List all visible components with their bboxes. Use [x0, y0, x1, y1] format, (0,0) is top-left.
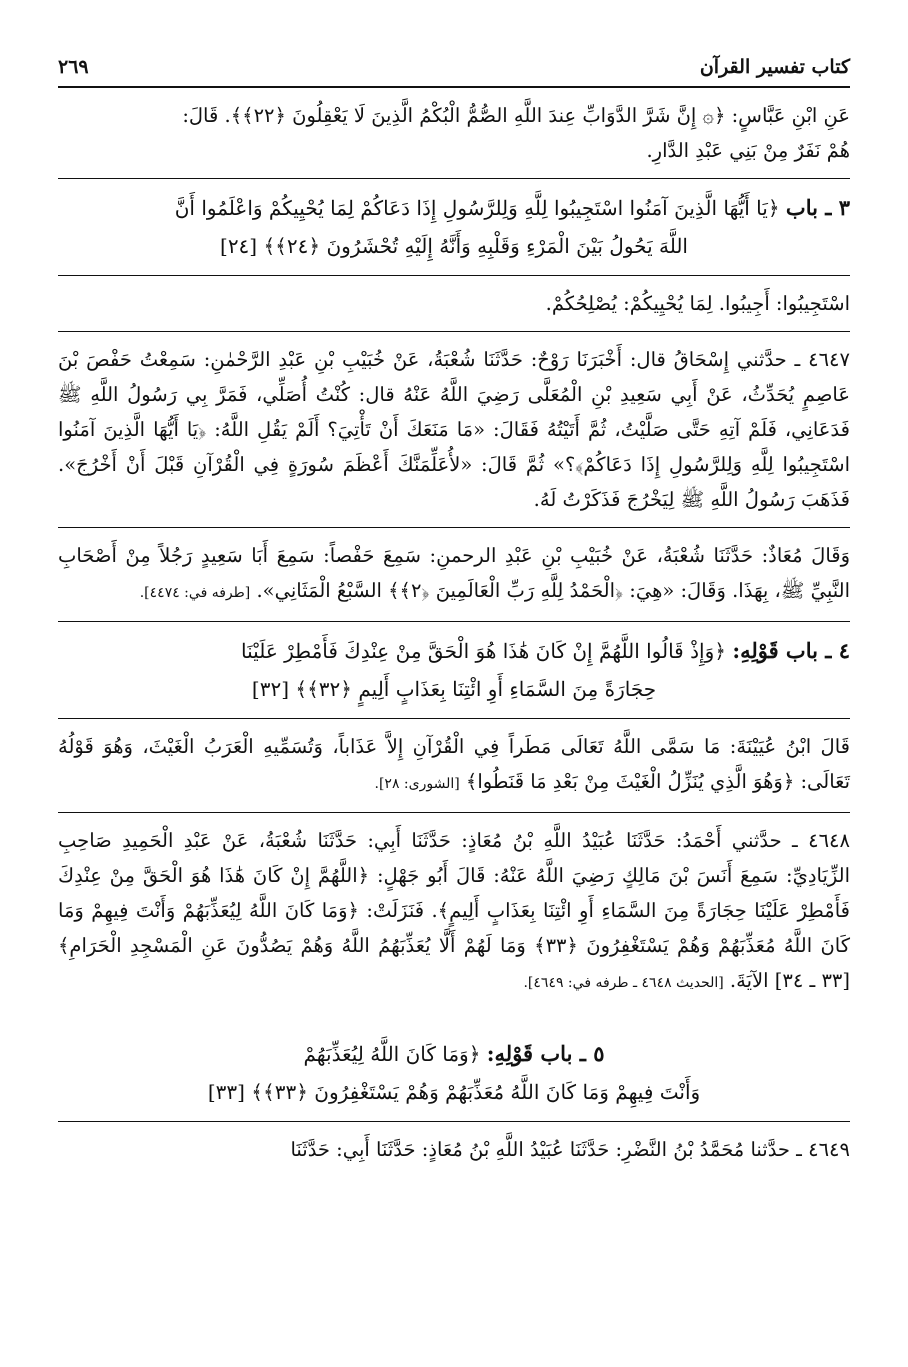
- page-number: ٢٦٩: [58, 56, 89, 78]
- section-bab-4: [58, 622, 850, 714]
- section-muadh: [58, 528, 850, 617]
- commentary-body: قَالَ ابْنُ عُيَيْنَةَ: مَا سَمَّى اللَّهُ تَعَالَى مَطَراً فِي الْقُرْآنِ إِلاَّ عَذَاباً، وَتُسَمِّيهِ الْعَرَبُ الْغَيْثَ، وَهُوَ قَوْلُهُ تَعَالَى: ﴿وَهُوَ الَّذِي يُنَزِّلُ الْغَيْثَ مِنْ بَعْدِ مَا قَنَطُوا﴾: [58, 735, 850, 793]
- section-gloss: [58, 276, 850, 327]
- verse-text: ﴿وَمَا كَانَ اللَّهُ لِيُعَذِّبَهُمْ: [303, 1042, 481, 1066]
- verse-text: ﴿يَا أَيُّهَا الَّذِينَ آمَنُوا اسْتَجِيبُوا لِلَّهِ وَلِلرَّسُولِ إِذَا دَعَاكُمْ لِمَا يُحْيِيكُمْ وَاعْلَمُوا أَنَّ: [174, 196, 780, 220]
- hadith-text: ٤٦٤٧ ـ حدَّثني إِسْحَاقُ قال: أَخْبَرَنَا رَوْحٌ: حَدَّثَنَا شُعْبَةُ، عَنْ خُبَيْبِ بْنِ عَبْدِ الرَّحْمٰنِ: سَمِعْتُ حَفْصَ بْنَ عَاصِمٍ يُحَدِّثُ، عَنْ أَبِي سَعِيدِ بْنِ الْمُعَلَّى رَضِيَ اللَّهُ عَنْهُ قال: كُنْتُ أُصَلِّي، فَمَرَّ بِي رَسُولُ اللَّهِ ﷺ فَدَعَانِي، فَلَمْ آتِهِ حَتَّى صَلَّيْتُ، ثُمَّ أَتَيْتُهُ فَقَالَ: «مَا مَنَعَكَ أَنْ تَأْتِيَ؟ أَلَمْ يَقُلِ اللَّهُ: ﴿يَا أَيُّهَا الَّذِينَ آمَنُوا اسْتَجِيبُوا لِلَّهِ وَلِلرَّسُولِ إِذَا دَعَاكُمْ﴾؟» ثُمَّ قَالَ: «لأُعَلِّمَنَّكَ أَعْظَمَ سُورَةٍ فِي الْقُرْآنِ قَبْلَ أَنْ أَخْرُجَ». فَذَهَبَ رَسُولُ اللَّهِ ﷺ لِيَخْرُجَ فَذَكَرْتُ لَهُ.: [58, 348, 850, 511]
- verse-text: وَأَنْتَ فِيهِمْ وَمَا كَانَ اللَّهُ مُعَذِّبَهُمْ وَهُمْ يَسْتَغْفِرُونَ ﴿٣٣﴾﴾ [٣٣]: [207, 1080, 701, 1104]
- verse-text: ﴿وَإِذْ قَالُوا اللَّهُمَّ إِنْ كَانَ هَٰذَا هُوَ الْحَقَّ مِنْ عِنْدِكَ فَأَمْطِرْ عَلَيْنَا: [241, 639, 726, 663]
- chapter-label: ٥ ـ باب قَوْلِهِ:: [486, 1041, 605, 1066]
- text-line: عَنِ ابْنِ عَبَّاسٍ: ﴿۞ إِنَّ شَرَّ الدَّوَابِّ عِندَ اللَّهِ الصُّمُّ الْبُكْمُ الَّذِينَ لَا يَعْقِلُونَ ﴿٢٢﴾﴾. قَالَ:: [182, 104, 850, 127]
- hadith-text: ٤٦٤٩ ـ حدَّثنا مُحَمَّدُ بْنُ النَّضْرِ: حَدَّثَنَا عُبَيْدُ اللَّهِ بْنُ مُعَاذٍ: حَدَّثَنَا أَبِي: حَدَّثَنَا: [290, 1138, 850, 1161]
- commentary-text: [58, 729, 850, 802]
- section-ibn-uyaynah: [58, 719, 850, 808]
- narration-body: وَقَالَ مُعَاذٌ: حَدَّثَنَا شُعْبَةُ، عَنْ خُبَيْبِ بْنِ عَبْدِ الرحمنِ: سَمِعَ حَفْصاً: سَمِعَ أَبَا سَعِيدٍ رَجُلاً مِنْ أَصْحَابِ النَّبِيِّ ﷺ، بِهَذَا. وَقَالَ: «هِيَ: ﴿الْحَمْدُ لِلَّهِ رَبِّ الْعَالَمِينَ ﴿٢﴾﴾ السَّبْعُ الْمَثَانِي».: [58, 544, 850, 602]
- verse-text: حِجَارَةً مِنَ السَّمَاءِ أَوِ ائْتِنَا بِعَذَابٍ أَلِيمٍ ﴿٣٢﴾﴾ [٣٢]: [251, 677, 657, 701]
- cross-reference: [الشورى: ٢٨].: [374, 776, 460, 792]
- chapter-heading: [58, 189, 850, 227]
- chapter-heading: [58, 632, 850, 670]
- verse-text: اللَّهَ يَحُولُ بَيْنَ الْمَرْءِ وَقَلْبِهِ وَأَنَّهُ إِلَيْهِ تُحْشَرُونَ ﴿٢٤﴾﴾ [٢٤]: [220, 234, 688, 258]
- hadith-4649: [58, 1122, 850, 1173]
- page-header: [58, 52, 850, 88]
- gloss-text: اسْتَجِيبُوا: أَجِيبُوا. لِمَا يُحْيِيكُمْ: يُصْلِحُكُمْ.: [545, 292, 850, 315]
- hadith-body: ٤٦٤٨ ـ حدَّثني أَحْمَدُ: حَدَّثَنَا عُبَيْدُ اللَّهِ بْنُ مُعَاذٍ: حَدَّثَنَا أَبِي: حَدَّثَنَا شُعْبَةُ، عَنْ عَبْدِ الْحَمِيدِ صَاحِبِ الزِّيَادِيِّ: سَمِعَ أَنَسَ بْنَ مَالِكٍ رَضِيَ اللَّهُ عَنْهُ: قَالَ أَبُو جَهْلٍ: ﴿اللَّهُمَّ إِنْ كَانَ هَٰذَا هُوَ الْحَقَّ مِنْ عِنْدِكَ فَأَمْطِرْ عَلَيْنَا حِجَارَةً مِنَ السَّمَاءِ أَوِ ائْتِنَا بِعَذَابٍ أَلِيمٍ﴾. فَنَزَلَتْ: ﴿وَمَا كَانَ اللَّهُ لِيُعَذِّبَهُمْ وَأَنْتَ فِيهِمْ وَمَا كَانَ اللَّهُ مُعَذِّبَهُمْ وَهُمْ يَسْتَغْفِرُونَ ﴿٣٣﴾ وَمَا لَهُمْ أَلَّا يُعَذِّبَهُمُ اللَّهُ وَهُمْ يَصُدُّونَ عَنِ الْمَسْجِدِ الْحَرَامِ﴾ [٣٣ ـ ٣٤] الآيَةَ.: [58, 829, 850, 992]
- section-ibn-abbas: [58, 88, 850, 174]
- text-line: هُمْ نَفَرٌ مِنْ بَنِي عَبْدِ الدَّارِ.: [646, 139, 850, 162]
- hadith-text: [58, 823, 850, 1001]
- chapter-label: ٣ ـ باب: [785, 195, 850, 220]
- book-title: كتاب تفسير القرآن: [699, 56, 850, 78]
- hadith-4648: [58, 813, 850, 1007]
- chapter-heading: [58, 1035, 850, 1073]
- section-bab-5: [58, 1025, 850, 1117]
- cross-reference: [الحديث ٤٦٤٨ ـ طرفه في: ٤٦٤٩].: [523, 975, 724, 991]
- chapter-label: ٤ ـ باب قَوْلِهِ:: [732, 638, 850, 663]
- section-bab-3: [58, 179, 850, 271]
- narration-text: [58, 538, 850, 611]
- cross-reference: [طرفه في: ٤٤٧٤].: [139, 585, 251, 601]
- hadith-4647: [58, 332, 850, 523]
